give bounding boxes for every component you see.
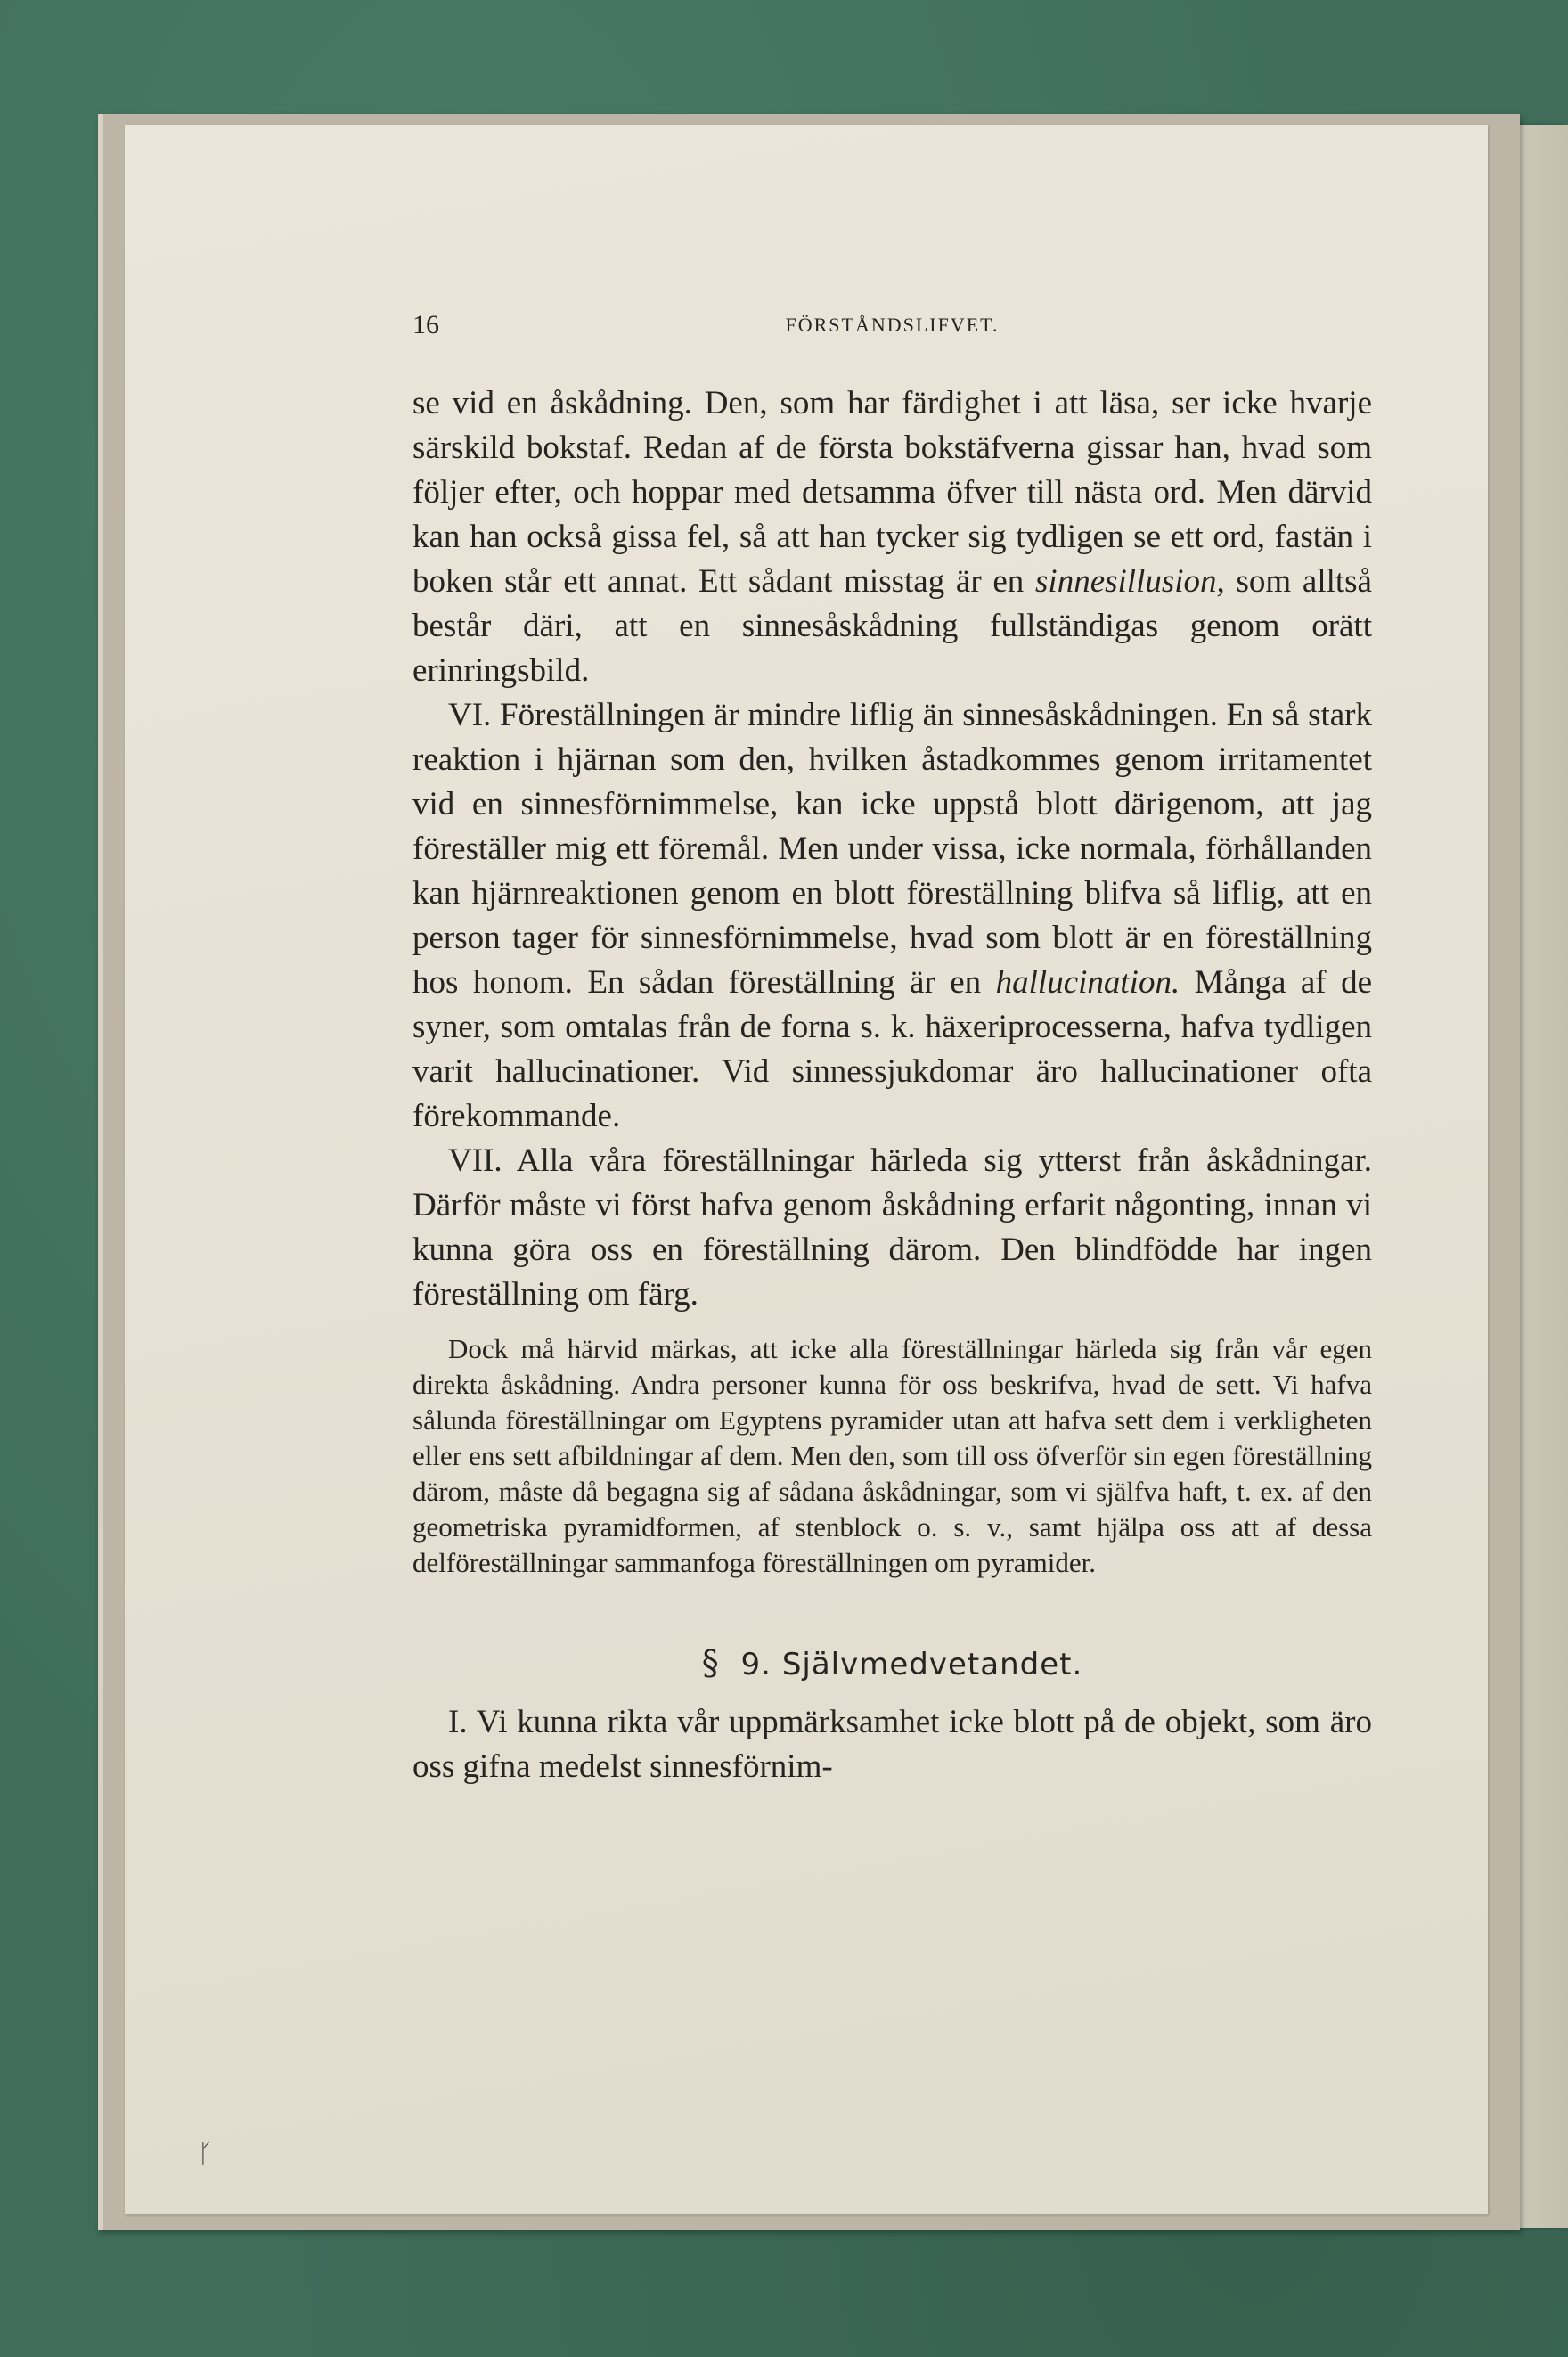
- section-number: 9.: [740, 1647, 772, 1682]
- paragraph-vi: [412, 693, 1372, 1139]
- running-head: [412, 310, 1372, 346]
- paragraph-text: se vid en åskådning. Den, som har färdighet i att läsa, ser icke hvarje särskild bokstaf. Redan af de första bokstäfverna gissar han, hvad som följer efter, och hoppar med detsamma öfver till nästa ord. Men därvid kan han också gissa fel, så att han tycker sig tydligen se ett ord, fastän i boken står ett annat. Ett sådant misstag är en: [412, 385, 1372, 600]
- paragraph-i: I. Vi kunna rikta vår uppmärksamhet icke blott på de objekt, som äro oss gifna medelst sinnesförnim-: [412, 1704, 1372, 1785]
- section-title: Självmedvetandet.: [781, 1647, 1083, 1682]
- term-hallucination: hallucination.: [995, 964, 1180, 1001]
- paragraph-text-end: som alltså består däri, att en sinnesåskådning fullständigas genom orätt erinringsbild.: [412, 563, 1372, 689]
- section-symbol: §: [701, 1643, 720, 1682]
- margin-mark: ᚴ: [198, 2139, 213, 2168]
- page-content: [412, 310, 1372, 1789]
- paragraph-text: VI. Föreställningen är mindre liflig än sinnesåskådningen. En så stark reaktion i hjärnan som den, hvilken åstadkommes genom irritamentet vid en sinnesförnimmelse, kan icke uppstå blott därigenom, att jag föreställer mig ett föremål. Men under vissa, icke normala, förhållanden kan hjärnreaktionen genom en blott föreställning blifva så liflig, att en person tager för sinnesförnimmelse, hvad som blott är en föreställning hos honom. En sådan föreställning är en: [412, 697, 1372, 1001]
- paragraph-continued: [412, 381, 1372, 693]
- page-number: 16: [412, 310, 439, 340]
- paragraph-vii: VII. Alla våra föreställningar härleda sig ytterst från åskådningar. Därför måste vi först hafva genom åskådning erfarit någonting, innan vi kunna göra oss en föreställning därom. Den blindfödde har ingen föreställning om färg.: [412, 1142, 1372, 1313]
- note-paragraph: Dock må härvid märkas, att icke alla föreställningar härleda sig från vår egen direkta åskådning. Andra personer kunna för oss beskrifva, hvad de sett. Vi hafva sålunda föreställningar om Egyptens pyramider utan att hafva sett dem i verkligheten eller ens sett afbildningar af dem. Men den, som till oss öfverför sin egen föreställning därom, måste då begagna sig af sådana åskådningar, som vi själfva haft, t. ex. af den geometriska pyramidformen, af stenblock o. s. v., samt hjälpa oss att af dessa delföreställningar sammanfoga föreställningen om pyramider.: [412, 1333, 1372, 1578]
- paragraph-text-end: Många af de syner, som omtalas från de forna s. k. häxeriprocesserna, hafva tydligen varit hallucinationer. Vid sinnessjukdomar äro hallucinationer ofta förekommande.: [412, 964, 1372, 1134]
- running-title: FÖRSTÅNDSLIFVET.: [785, 314, 1000, 336]
- term-sinnesillusion: sinnesillusion,: [1035, 563, 1225, 600]
- section-heading: [412, 1643, 1372, 1682]
